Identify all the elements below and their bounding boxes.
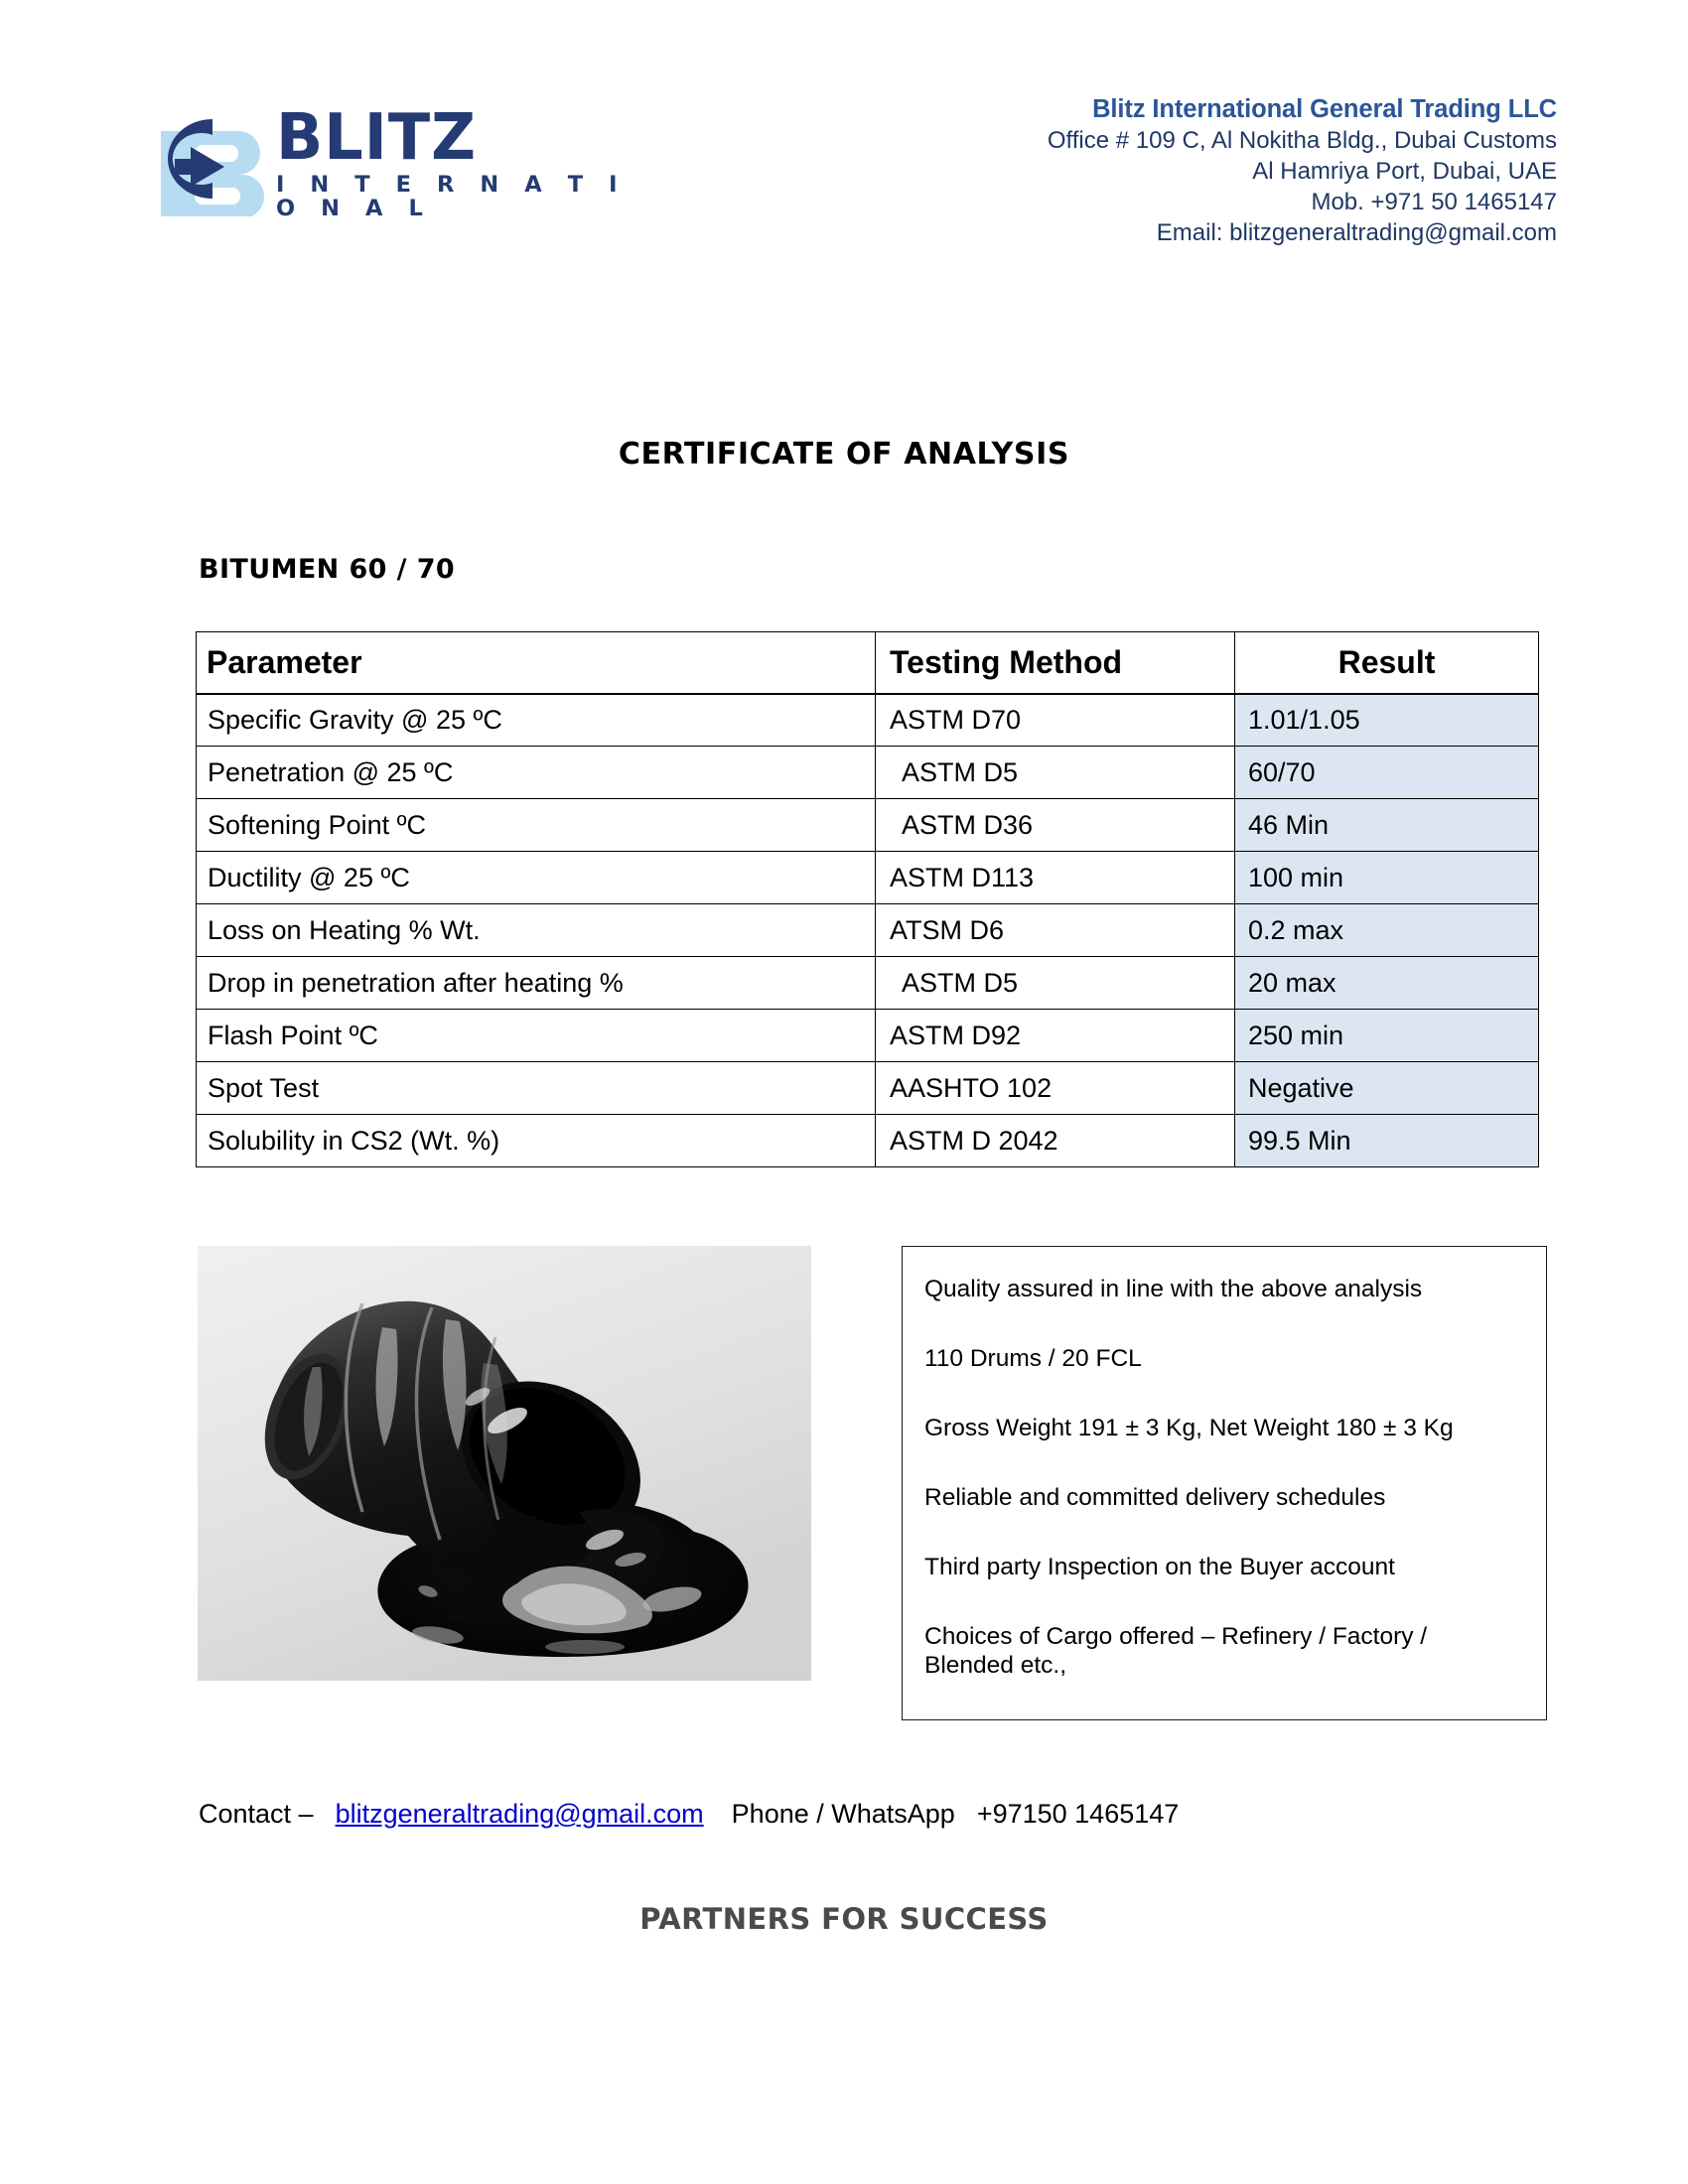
company-address-line-1: Office # 109 C, Al Nokitha Bldg., Dubai Customs bbox=[1047, 127, 1557, 154]
table-row bbox=[197, 799, 1539, 852]
table-row bbox=[197, 694, 1539, 747]
table-row bbox=[197, 747, 1539, 799]
bitumen-drum-pouring-photo bbox=[198, 1246, 811, 1681]
notes-box bbox=[902, 1246, 1547, 1720]
cell-result: 0.2 max bbox=[1235, 904, 1539, 957]
logo-wordmark bbox=[276, 98, 633, 221]
product-name: BITUMEN 60 / 70 bbox=[199, 554, 456, 585]
cell-result: 100 min bbox=[1235, 852, 1539, 904]
cell-parameter: Ductility @ 25 ºC bbox=[197, 852, 876, 904]
cell-method: AASHTO 102 bbox=[876, 1062, 1235, 1115]
note-item: Quality assured in line with the above analysis bbox=[924, 1276, 1423, 1302]
company-contact-block bbox=[1048, 93, 1557, 248]
cell-parameter: Flash Point ºC bbox=[197, 1010, 876, 1062]
cell-parameter: Drop in penetration after heating % bbox=[197, 957, 876, 1010]
company-name: Blitz International General Trading LLC bbox=[1092, 95, 1557, 123]
company-logo bbox=[117, 83, 633, 222]
contact-email-link[interactable]: blitzgeneraltrading@gmail.com bbox=[335, 1799, 704, 1829]
cell-method: ASTM D36 bbox=[876, 799, 1235, 852]
cell-parameter: Loss on Heating % Wt. bbox=[197, 904, 876, 957]
logo-wordmark-text: BLITZ bbox=[276, 98, 478, 175]
table-row bbox=[197, 904, 1539, 957]
logo-subtitle-text: I N T E R N A T I O N A L bbox=[276, 172, 627, 221]
blitz-circular-arrow-b-logo-icon bbox=[117, 85, 286, 216]
note-item: 110 Drums / 20 FCL bbox=[924, 1345, 1142, 1372]
cell-method: ASTM D70 bbox=[876, 694, 1235, 747]
contact-row bbox=[199, 1799, 1179, 1830]
table-row bbox=[197, 1062, 1539, 1115]
column-header-parameter: Parameter bbox=[197, 632, 876, 694]
table-header-row bbox=[197, 632, 1539, 694]
document-header bbox=[0, 83, 1688, 262]
cell-method: ASTM D5 bbox=[876, 747, 1235, 799]
table-row bbox=[197, 1115, 1539, 1167]
company-email: Email: blitzgeneraltrading@gmail.com bbox=[1156, 219, 1557, 246]
column-header-testing-method: Testing Method bbox=[876, 632, 1235, 694]
cell-parameter: Solubility in CS2 (Wt. %) bbox=[197, 1115, 876, 1167]
cell-result: 250 min bbox=[1235, 1010, 1539, 1062]
cell-result: Negative bbox=[1235, 1062, 1539, 1115]
footer-slogan: PARTNERS FOR SUCCESS bbox=[639, 1902, 1049, 1936]
cell-parameter: Spot Test bbox=[197, 1062, 876, 1115]
cell-parameter: Softening Point ºC bbox=[197, 799, 876, 852]
cell-method: ATSM D6 bbox=[876, 904, 1235, 957]
cell-parameter: Penetration @ 25 ºC bbox=[197, 747, 876, 799]
column-header-result: Result bbox=[1235, 632, 1539, 694]
cell-method: ASTM D 2042 bbox=[876, 1115, 1235, 1167]
page-title: CERTIFICATE OF ANALYSIS bbox=[618, 437, 1070, 472]
table-row bbox=[197, 1010, 1539, 1062]
note-item: Reliable and committed delivery schedules bbox=[924, 1484, 1386, 1511]
cell-result: 99.5 Min bbox=[1235, 1115, 1539, 1167]
note-item: Third party Inspection on the Buyer account bbox=[924, 1554, 1395, 1580]
cell-result: 46 Min bbox=[1235, 799, 1539, 852]
cell-method: ASTM D113 bbox=[876, 852, 1235, 904]
cell-method: ASTM D5 bbox=[876, 957, 1235, 1010]
contact-label: Contact – bbox=[199, 1799, 314, 1829]
table-row bbox=[197, 957, 1539, 1010]
company-mobile: Mob. +971 50 1465147 bbox=[1311, 189, 1557, 215]
cell-result: 60/70 bbox=[1235, 747, 1539, 799]
company-address-line-2: Al Hamriya Port, Dubai, UAE bbox=[1252, 158, 1557, 185]
cell-method: ASTM D92 bbox=[876, 1010, 1235, 1062]
note-item: Gross Weight 191 ± 3 Kg, Net Weight 180 ± 3 Kg bbox=[924, 1415, 1454, 1441]
table-row bbox=[197, 852, 1539, 904]
cell-parameter: Specific Gravity @ 25 ºC bbox=[197, 694, 876, 747]
phone-label: Phone / WhatsApp bbox=[731, 1799, 955, 1829]
cell-result: 1.01/1.05 bbox=[1235, 694, 1539, 747]
specification-table bbox=[196, 631, 1539, 1167]
phone-number: +97150 1465147 bbox=[976, 1799, 1180, 1829]
cell-result: 20 max bbox=[1235, 957, 1539, 1010]
note-item: Choices of Cargo offered – Refinery / Factory / Blended etc., bbox=[924, 1623, 1428, 1679]
